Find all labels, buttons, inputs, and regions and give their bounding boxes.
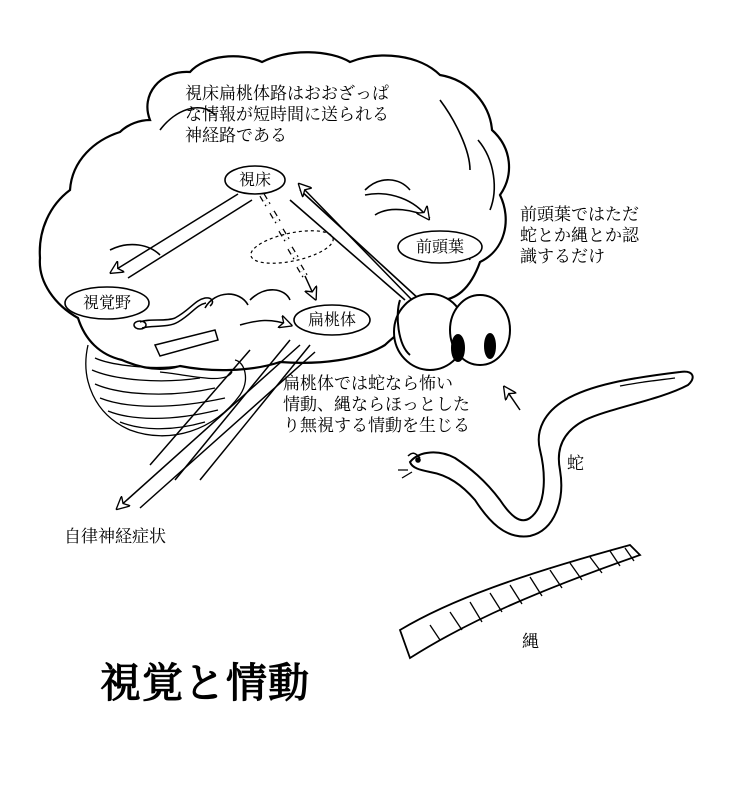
eyes: [394, 294, 510, 370]
thalamus-label: 視床: [238, 170, 271, 189]
cerebellum: [86, 345, 246, 436]
eye-input-arrow: [505, 388, 520, 410]
frontal-to-thalamus-arrow: [300, 185, 412, 300]
frontal-arrow: [365, 194, 428, 218]
visual-to-amygdala-arrow: [240, 320, 290, 325]
amygdala-label: 扁桃体: [307, 310, 356, 329]
snake-label: 蛇: [567, 454, 584, 474]
note-line: り無視する情動を生じる: [283, 416, 470, 436]
note-line: 情動、縄ならほっとした: [283, 395, 470, 415]
note-line: 蛇とか縄とか認: [520, 226, 639, 246]
note-line: 扁桃体では蛇なら怖い: [283, 374, 453, 394]
page-title: 視覚と情動: [100, 659, 310, 707]
visual-cortex-label: 視覚野: [82, 293, 131, 312]
note-line: 視床扁桃体路はおおざっぱ: [185, 84, 389, 104]
frontal-lobe-label: 前頭葉: [415, 237, 464, 256]
note-line: 識するだけ: [520, 247, 605, 267]
rope-label: 縄: [522, 632, 539, 652]
rope-drawing: [400, 545, 640, 658]
thalamus-to-visual-arrow: [112, 194, 238, 272]
note-line: な情報が短時間に送られる: [185, 105, 389, 125]
autonomic-label: 自律神経症状: [64, 527, 166, 547]
note-line: 神経路である: [185, 126, 287, 146]
note-line: 前頭葉ではただ: [520, 205, 639, 225]
